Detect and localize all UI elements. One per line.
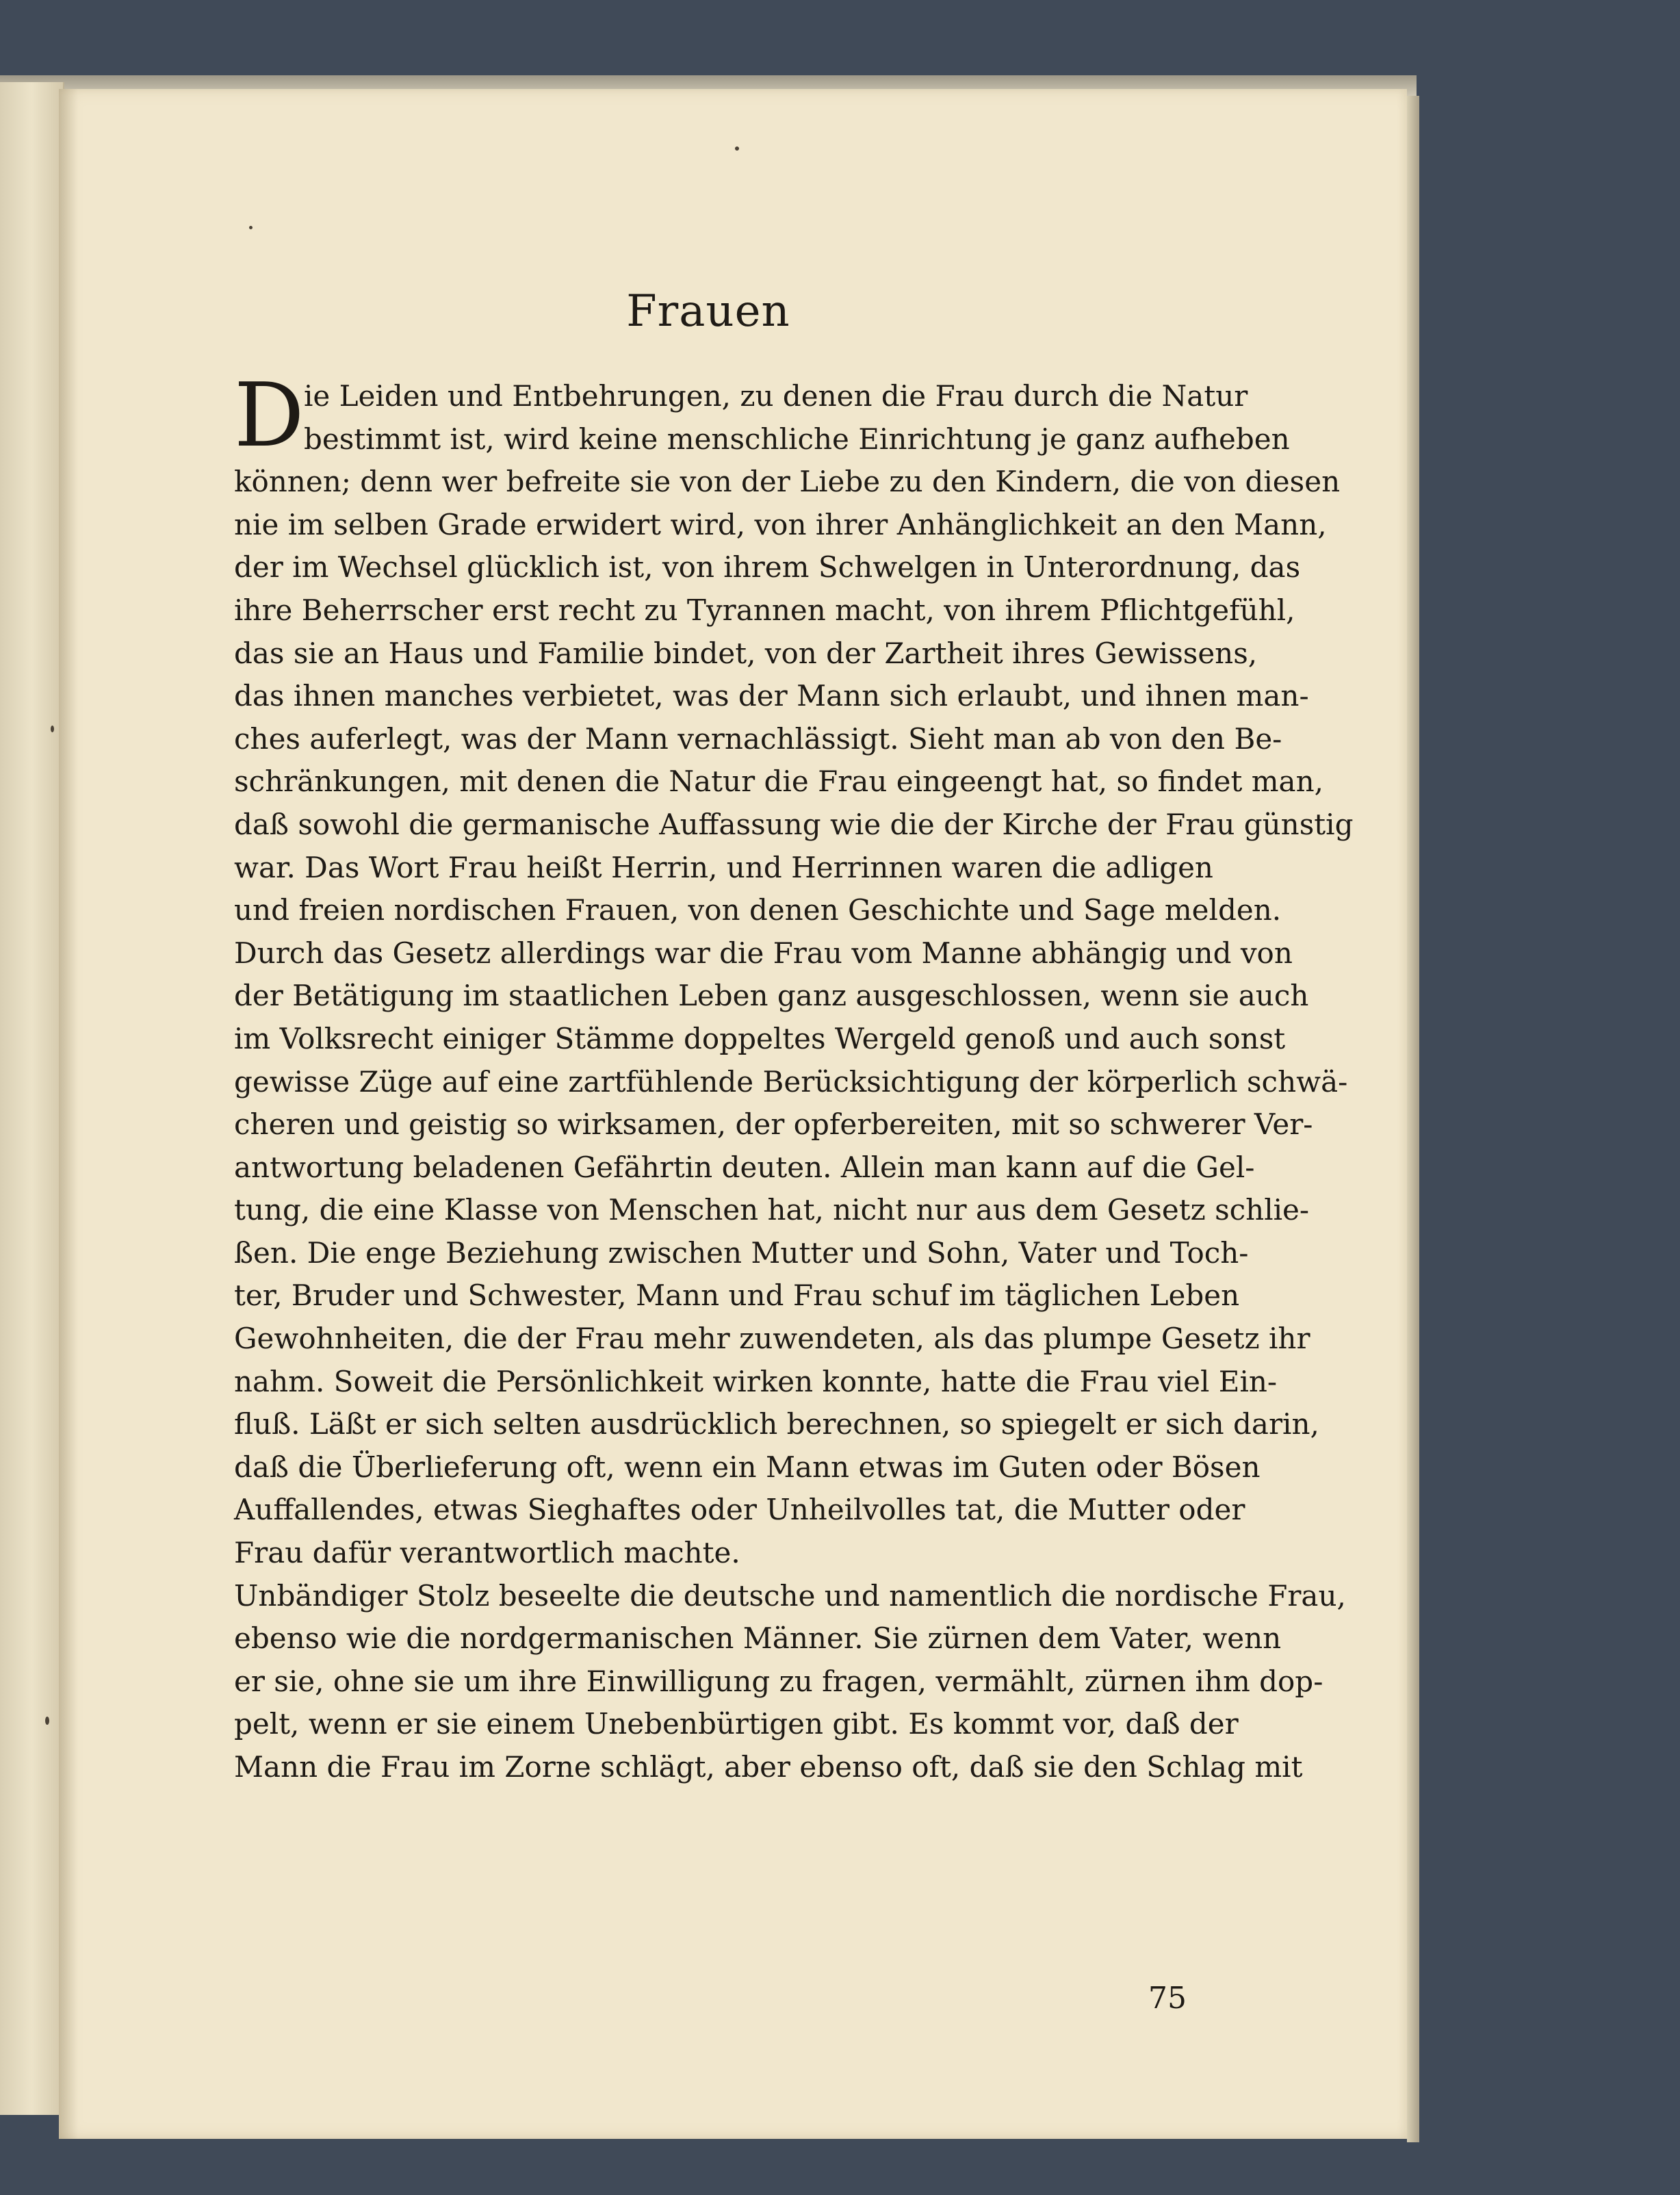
text-line: Durch das Gesetz allerdings war die Frau vom Manne abhängig und von xyxy=(234,936,1293,970)
paper-speck xyxy=(249,226,253,229)
text-line: bestimmt ist, wird keine menschliche Einrichtung je ganz aufheben xyxy=(304,422,1290,456)
text-line: können; denn wer befreite sie von der Liebe zu den Kindern, die von diesen xyxy=(234,465,1341,499)
text-line: Unbändiger Stolz beseelte die deutsche und namentlich die nordische Frau, xyxy=(234,1578,1346,1613)
text-line: der Betätigung im staatlichen Leben ganz ausgeschlossen, wenn sie auch xyxy=(234,979,1309,1013)
paper-speck xyxy=(51,726,54,732)
text-line: im Volksrecht einiger Stämme doppeltes Wergeld genoß und auch sonst xyxy=(234,1021,1286,1055)
text-line: schränkungen, mit denen die Natur die Frau eingeengt hat, so findet man, xyxy=(234,765,1323,799)
text-line: cheren und geistig so wirksamen, der opferbereiten, mit so schwerer Ver- xyxy=(234,1107,1313,1142)
text-line: tung, die eine Klasse von Menschen hat, nicht nur aus dem Gesetz schlie- xyxy=(234,1193,1310,1227)
text-line: ie Leiden und Entbehrungen, zu denen die Frau durch die Natur xyxy=(304,379,1248,413)
text-line: ebenso wie die nordgermanischen Männer. Sie zürnen dem Vater, wenn xyxy=(234,1621,1282,1656)
text-line: gewisse Züge auf eine zartfühlende Berücksichtigung der körperlich schwä- xyxy=(234,1064,1348,1099)
text-line: ter, Bruder und Schwester, Mann und Frau schuf im täglichen Leben xyxy=(234,1279,1240,1313)
paragraph-container xyxy=(234,365,1354,1789)
text-line: das ihnen manches verbietet, was der Mann sich erlaubt, und ihnen man- xyxy=(234,679,1309,713)
text-line: ches auferlegt, was der Mann vernachlässigt. Sieht man ab von den Be- xyxy=(234,721,1282,756)
page-right-edge xyxy=(1407,96,1419,2142)
page-number: 75 xyxy=(1148,1981,1187,2016)
text-line: war. Das Wort Frau heißt Herrin, und Herrinnen waren die adligen xyxy=(234,850,1213,884)
text-line: daß sowohl die germanische Auffassung wie die der Kirche der Frau günstig xyxy=(234,807,1354,841)
text-line: antwortung beladenen Gefährtin deuten. Allein man kann auf die Gel- xyxy=(234,1150,1255,1184)
text-line: ihre Beherrscher erst recht zu Tyrannen macht, von ihrem Pflichtgefühl, xyxy=(234,593,1295,627)
text-line: er sie, ohne sie um ihre Einwilligung zu fragen, vermählt, zürnen ihm dop- xyxy=(234,1664,1323,1698)
text-line: Gewohnheiten, die der Frau mehr zuwendeten, als das plumpe Gesetz ihr xyxy=(234,1322,1310,1356)
body-text xyxy=(234,365,1354,1789)
text-line: nie im selben Grade erwidert wird, von ihrer Anhänglichkeit an den Mann, xyxy=(234,507,1327,541)
page-gutter-shadow xyxy=(59,89,78,2139)
text-line: der im Wechsel glücklich ist, von ihrem Schwelgen in Unterordnung, das xyxy=(234,550,1301,585)
text-line: Auffallendes, etwas Sieghaftes oder Unheilvolles tat, die Mutter oder xyxy=(234,1493,1245,1527)
text-line: pelt, wenn er sie einem Unebenbürtigen gibt. Es kommt vor, daß der xyxy=(234,1707,1239,1741)
drop-cap: D xyxy=(234,365,305,467)
text-line: und freien nordischen Frauen, von denen Geschichte und Sage melden. xyxy=(234,893,1282,927)
text-line: daß die Überlieferung oft, wenn ein Mann etwas im Guten oder Bösen xyxy=(234,1450,1261,1484)
previous-page xyxy=(0,82,64,2115)
paper-speck xyxy=(45,1717,49,1725)
text-line: nahm. Soweit die Persönlichkeit wirken konnte, hatte die Frau viel Ein- xyxy=(234,1364,1278,1398)
text-line: Mann die Frau im Zorne schlägt, aber ebenso oft, daß sie den Schlag mit xyxy=(234,1750,1303,1784)
page-title: Frauen xyxy=(626,286,790,337)
text-line: das sie an Haus und Familie bindet, von der Zartheit ihres Gewissens, xyxy=(234,636,1258,670)
text-line: fluß. Läßt er sich selten ausdrücklich berechnen, so spiegelt er sich darin, xyxy=(234,1407,1319,1441)
paper-speck xyxy=(735,146,739,151)
text-line: ßen. Die enge Beziehung zwischen Mutter und Sohn, Vater und Toch- xyxy=(234,1235,1249,1270)
text-line: Frau dafür verantwortlich machte. xyxy=(234,1536,740,1570)
